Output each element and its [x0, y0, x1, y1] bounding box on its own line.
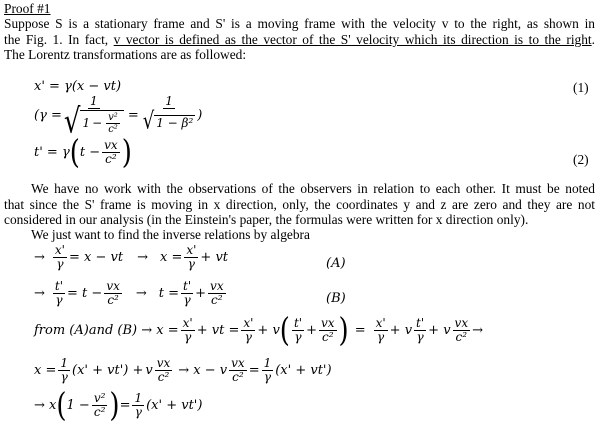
gamma-lhs: (γ =	[34, 107, 62, 123]
derivation-row-4: x = $\frac{1}{\gamma}$ (x' + vt') + v $\frac{vx}{\text{c²}}$ → x − v $\frac{vx}{\text{c²}}$ = $\frac{1}{\gamma}$ (x' + vt')	[34, 356, 332, 384]
equation-2: t' = γ ( t − $\frac{vx}{\text{c²}}$ )	[34, 133, 132, 172]
equation-1: x' = γ(x − vt)	[34, 79, 122, 94]
para2-line4: We just want to find the inverse relations by algebra	[31, 227, 310, 242]
para1-line2-c: .	[591, 32, 596, 47]
derivation-row-a: → $\frac{x'}{\gamma}$ = x − vt → x = $\frac{x'}{\gamma}$ + vt	[34, 243, 229, 271]
para2-line1: We have no work with the observations of the observers in relation to each other. It must be noted	[31, 181, 595, 196]
derivation-row-3: from (A)and (B) → x = $\frac{x'}{\gamma}$ + vt = $\frac{x'}{\gamma}$ + v ( $\frac{t'}{\gamma}$ + $\frac{vx}{\text{c²}}$ ) = $\frac{x'}{\gamma}$ + v $\frac{t'}{\gamma}$ + v $\frac{vx}{\text{c²}}$ →	[34, 311, 483, 350]
para1-line2-a: the Fig. 1. In fact,	[4, 32, 114, 47]
gamma-fraction-2: 1 √ 1 − β²	[142, 94, 194, 135]
velocity-definition: v vector is defined as the vector of the S' velocity which its direction is to the right	[113, 32, 592, 47]
page-title: Proof #1	[4, 1, 51, 16]
label-a: (A)	[326, 256, 346, 271]
sqrt-sign: √ 1 − $\frac{\text{v²}}{\text{c²}}$	[64, 109, 124, 135]
para1-line2	[4, 32, 595, 47]
equation-2-number: (2)	[573, 152, 589, 167]
para2-line3: considered in our analysis (in the Einstein's paper, the formulas were written for x direction only).	[4, 212, 529, 227]
derivation-row-b: → $\frac{t'}{\gamma}$ = t − $\frac{vx}{\text{c²}}$ → t = $\frac{t'}{\gamma}$ + $\frac{vx}{\text{c²}}$	[34, 279, 224, 307]
equation-1-number: (1)	[573, 80, 589, 95]
gamma-fraction-1: 1 √ 1 − $\frac{\text{v²}}{\text{c²}}$	[64, 95, 124, 135]
para2-line2: that since the S' frame is moving in x direction, only, the coordinates y and z are zero and they are not	[4, 197, 595, 212]
gamma-definition: (γ = 1 √ 1 − $\frac{\text{v²}}{\text{c²}}$ = 1 √ 1 − β² )	[34, 94, 203, 142]
para1-line1: Suppose S is a stationary frame and S' is a moving frame with the velocity v to the right, as shown in	[4, 16, 595, 31]
para1-line3: The Lorentz transformations are as followed:	[4, 47, 247, 62]
derivation-row-5: → x ( 1 − $\frac{\text{v²}}{\text{c²}}$ ) = $\frac{1}{\gamma}$ (x' + vt')	[34, 386, 203, 425]
label-b: (B)	[326, 291, 346, 306]
